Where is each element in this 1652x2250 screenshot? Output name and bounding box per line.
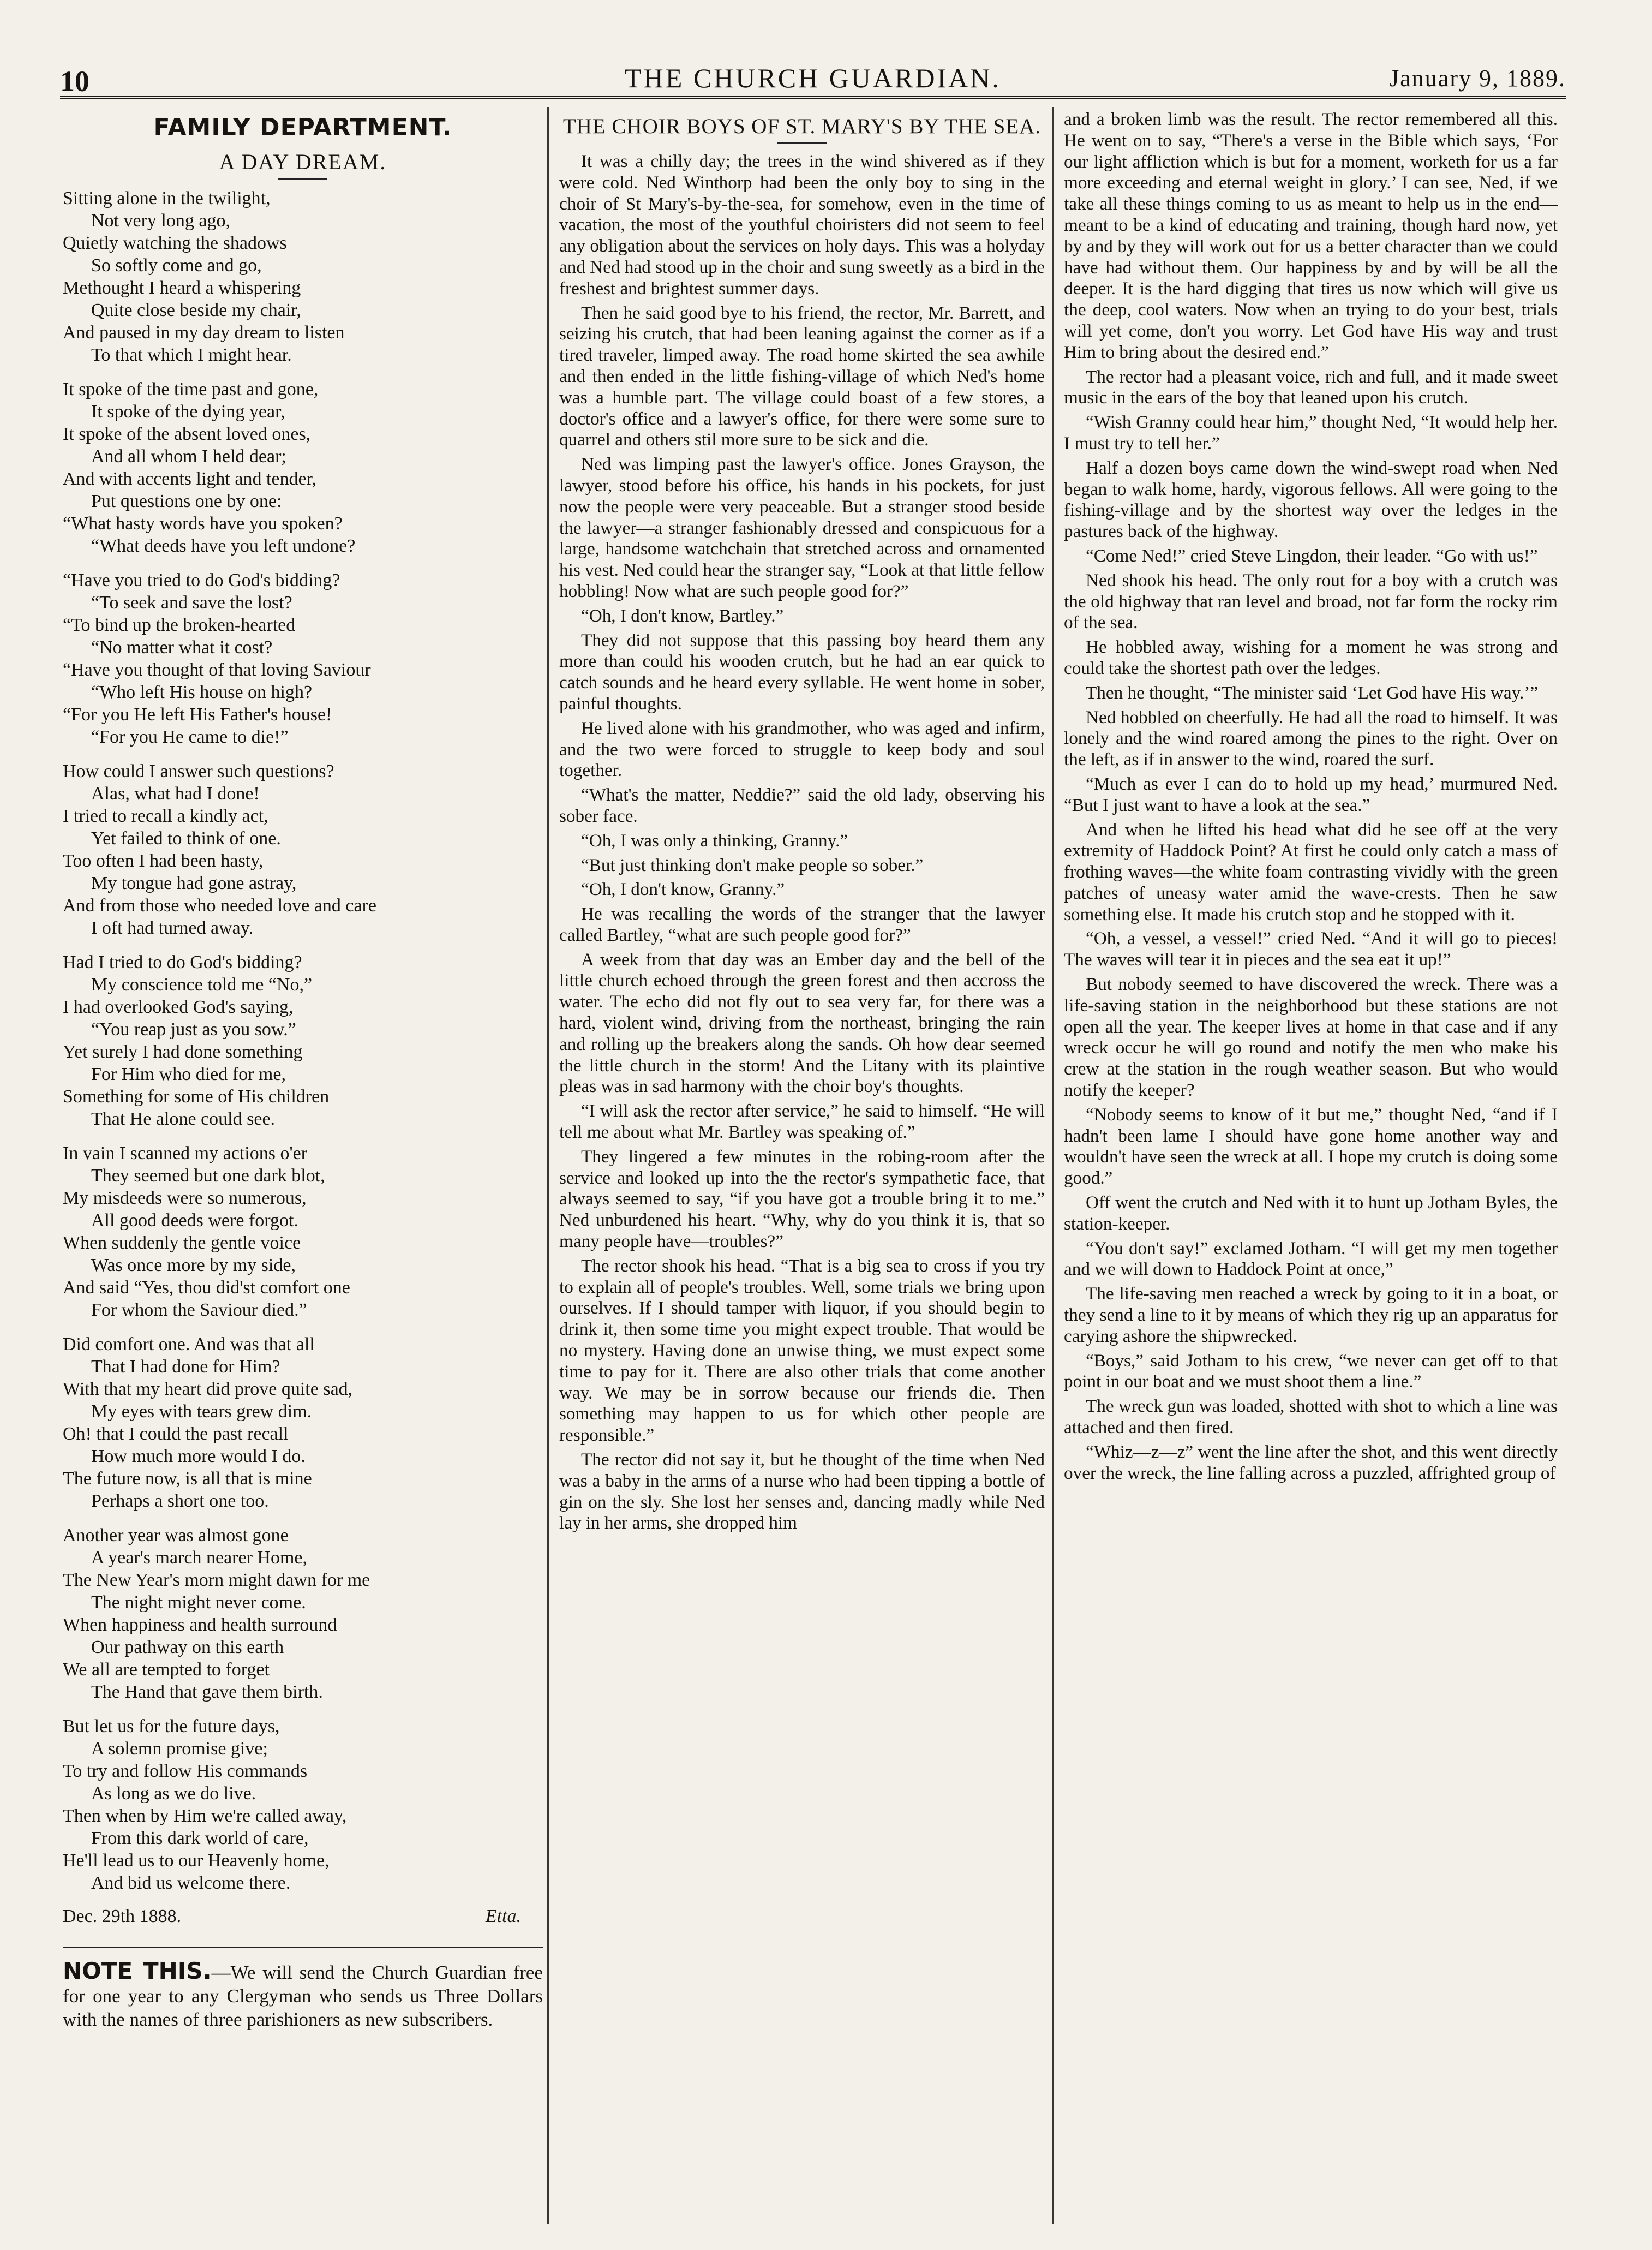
story-paragraph: The life-saving men reached a wreck by going to it in a boat, or they send a line to it by means of which they rig up an apparatus for carying ashore the shipwrecked. <box>1064 1284 1558 1346</box>
story-paragraph: Off went the crutch and Ned with it to hunt up Jotham Byles, the station-keeper. <box>1064 1192 1558 1234</box>
family-department-column <box>63 109 543 2199</box>
poem-line: “To seek and save the lost? <box>91 593 292 613</box>
poem-line: Methought I heard a whispering <box>63 278 301 298</box>
poem-line: How could I answer such questions? <box>63 761 334 781</box>
divider <box>777 142 827 144</box>
poem-line: Something for some of His children <box>63 1087 330 1107</box>
poem-line: That He alone could see. <box>91 1109 276 1129</box>
story-paragraph: They lingered a few minutes in the robing-room after the service and looked up into the the rector's sympathetic face, that always seemed to say, “if you have got a trouble bring it to me.” Ned unburdened his heart. “Why, why do you think it is, that so many people have—troubles?” <box>559 1146 1045 1252</box>
poem-stanza <box>63 1142 543 1321</box>
poem-line: In vain I scanned my actions o'er <box>63 1143 307 1163</box>
poem-stanza <box>63 378 543 557</box>
poem-line: “No matter what it cost? <box>91 637 273 658</box>
poem-line: Yet failed to think of one. <box>91 828 281 849</box>
poem-line: Perhaps a short one too. <box>91 1491 269 1511</box>
story-paragraph: Ned was limping past the lawyer's office. Jones Grayson, the lawyer, stood before his office, his hands in his pockets, for just now the people were very peaceable. But a stranger stood beside the lawyer—a stranger fashionably dressed and conspicuous for a large, handsome watchchain that stretched across and ornamented his vest. Ned could hear the stranger say, “Look at that little fellow hobbling! Now what are such people good for?” <box>559 454 1045 601</box>
poem-body <box>63 187 543 1894</box>
poem-line: He'll lead us to our Heavenly home, <box>63 1851 330 1871</box>
story-paragraph: “Oh, I was only a thinking, Granny.” <box>581 830 848 851</box>
poem-line: Oh! that I could the past recall <box>63 1424 289 1444</box>
story-paragraph: and a broken limb was the result. The rector remembered all this. He went on to say, “There's a verse in the Bible which says, ‘For our light affliction which is but for a moment, worketh for us a far more exceeding and eternal weight in glory.’ I can see, Ned, if we take all these things coming to us as meant to help us in the end—meant to be a kind of educating and training, though hard now, yet by and by they will work out for us a better character than we could have had without them. Our happiness by and by will be all the deeper. It is the hard digging that tires us now which will give us the deep, cool waters. Now when an trying to do your best, trials will yet come, don't you worry. Let God have His way and trust Him to bring about the desired end.” <box>1064 109 1558 362</box>
poem-line: We all are tempted to forget <box>63 1660 270 1680</box>
poem-line: So softly come and go, <box>91 255 262 276</box>
poem-signature: Etta. <box>485 1906 521 1926</box>
story-paragraph: It was a chilly day; the trees in the wind shivered as if they were cold. Ned Winthorp had been the only boy to sing in the choir of St Mary's-by-the-sea, for somehow, even in the time of vacation, the most of the youthful choiristers did not seem to feel any obligation about the services on holy days. This was a holyday and Ned had stood up in the choir and sung sweetly as a bird in the freshest and brightest summer days. <box>559 151 1045 299</box>
story-paragraph: “Wish Granny could hear him,” thought Ned, “It would help her. I must try to tell her.” <box>1064 412 1558 453</box>
poem-line: Did comfort one. And was that all <box>63 1334 315 1354</box>
poem-line: When happiness and health surround <box>63 1615 337 1635</box>
poem-line: Yet surely I had done something <box>63 1042 303 1062</box>
poem-title: A DAY DREAM. <box>219 150 387 174</box>
story-column-1 <box>559 109 1045 2199</box>
poem-line: Our pathway on this earth <box>91 1637 284 1657</box>
poem-line: And bid us welcome there. <box>91 1873 291 1893</box>
story-paragraph: “You don't say!” exclamed Jotham. “I will get my men together and we will down to Haddock Point at once,” <box>1064 1238 1558 1280</box>
divider <box>278 178 327 180</box>
story-paragraph: He hobbled away, wishing for a moment he was strong and could take the shortest path over the ledges. <box>1064 637 1558 678</box>
story-column-2 <box>1064 109 1558 2199</box>
story-paragraph: Ned hobbled on cheerfully. He had all the road to himself. It was lonely and the wind roared among the pines to the right. Over on the left, as if in answer to the wind, roared the surf. <box>1064 707 1558 770</box>
story-paragraph: He lived alone with his grandmother, who was aged and infirm, and the two were forced to struggle to keep body and soul together. <box>559 718 1045 781</box>
story-paragraph: But nobody seemed to have discovered the wreck. There was a life-saving station in the neighborhood but these stations are not open all the year. The keeper lives at home in that case and if any wreck occur he will go round and notify the men who make his crew at the station in the rough weather season. But who would notify the keeper? <box>1064 974 1558 1101</box>
poem-line: The Hand that gave them birth. <box>91 1682 323 1702</box>
poem-line: I tried to recall a kindly act, <box>63 806 268 826</box>
poem-line: The New Year's morn might dawn for me <box>63 1570 370 1590</box>
page-number: 10 <box>60 65 89 98</box>
story-paragraph: Then he said good bye to his friend, the rector, Mr. Barrett, and seizing his crutch, that had been leaning against the corner as if a tired traveler, limped away. The road home skirted the sea awhile and then ended in the little fishing-village of which Ned's home was a humble part. The village could boast of a few stores, a doctor's office and a lawyer's office, for there were some sure to quarrel and others stil more sure to be sick and die. <box>559 302 1045 450</box>
poem-line: Had I tried to do God's bidding? <box>63 952 302 972</box>
poem-line: From this dark world of care, <box>91 1828 309 1848</box>
divider <box>63 1947 543 1948</box>
poem-line: That I had done for Him? <box>91 1357 280 1377</box>
poem-line: And paused in my day dream to listen <box>63 323 345 343</box>
poem-line: For whom the Saviour died.” <box>91 1300 307 1320</box>
poem-line: When suddenly the gentle voice <box>63 1233 301 1253</box>
story-paragraph: The wreck gun was loaded, shotted with shot to which a line was attached and then fired. <box>1064 1396 1558 1438</box>
poem-line: “What deeds have you left undone? <box>91 536 356 556</box>
poem-line: Quietly watching the shadows <box>63 233 287 253</box>
column-rule <box>547 107 549 2224</box>
poem-line: A solemn promise give; <box>91 1739 268 1759</box>
story-paragraph: They did not suppose that this passing boy heard them any more than could his wooden crutch, but he had an ear quick to catch sounds and he heard every syllable. He went home in sober, painful thoughts. <box>559 630 1045 714</box>
poem-line: It spoke of the absent loved ones, <box>63 424 311 444</box>
story-paragraph: “Oh, I don't know, Granny.” <box>581 879 785 900</box>
poem-line: They seemed but one dark blot, <box>91 1166 325 1186</box>
poem-line: “Who left His house on high? <box>91 682 313 702</box>
poem-line: To that which I might hear. <box>91 345 292 365</box>
story-paragraph: “What's the matter, Neddie?” said the old lady, observing his sober face. <box>559 785 1045 826</box>
poem-line: As long as we do live. <box>91 1783 256 1804</box>
story-paragraph: The rector had a pleasant voice, rich and full, and it made sweet music in the ears of the boy that leaned upon his crutch. <box>1064 366 1558 408</box>
story-paragraph: He was recalling the words of the stranger that the lawyer called Bartley, “what are such people good for?” <box>559 904 1045 945</box>
story-paragraph: “Nobody seems to know of it but me,” thought Ned, “and if I hadn't been lame I should have gone home another way and wouldn't have seen the wreck at all. I hope my crutch is doing some good.” <box>1064 1104 1558 1189</box>
poem-line: To try and follow His commands <box>63 1761 308 1781</box>
poem-stanza <box>63 187 543 366</box>
story-paragraph: Half a dozen boys came down the wind-swept road when Ned began to walk home, hardy, vigorous fellows. All were going to the fishing-village and by the shortest way over the ledges in the pastures back of the highway. <box>1064 457 1558 542</box>
poem-line: Quite close beside my chair, <box>91 300 301 320</box>
story-paragraph: Then he thought, “The minister said ‘Let God have His way.’” <box>1086 682 1539 703</box>
story-title: THE CHOIR BOYS OF ST. MARY'S BY THE SEA. <box>562 115 1042 138</box>
page-header <box>60 61 1566 99</box>
poem-stanza <box>63 1715 543 1894</box>
poem-line: A year's march nearer Home, <box>91 1548 307 1568</box>
poem-line: “For you He came to die!” <box>91 727 289 747</box>
poem-line: Then when by Him we're called away, <box>63 1806 347 1826</box>
poem-line: Was once more by my side, <box>91 1255 296 1275</box>
poem-line: I had overlooked God's saying, <box>63 997 294 1017</box>
poem-line: Put questions one by one: <box>91 491 282 511</box>
poem-line: “Have you thought of that loving Saviour <box>63 660 371 680</box>
poem-line: With that my heart did prove quite sad, <box>63 1379 353 1399</box>
poem-line: “To bind up the broken-hearted <box>63 615 296 635</box>
story-paragraph: A week from that day was an Ember day and the bell of the little church echoed through the green forest and then accross the water. The echo did not fly out to sea very far, for there was a hard, violent wind, driving from the northeast, bringing the rain and rolling up the breakers along the sands. Oh how dear seemed the little church in the storm! And the Litany with its plaintive pleas was in sad harmony with the choir boy's thoughts. <box>559 949 1045 1097</box>
poem-line: “You reap just as you sow.” <box>91 1019 296 1040</box>
story-text-continued <box>1064 109 1558 1484</box>
column-rule <box>1052 107 1054 2224</box>
poem-line: “Have you tried to do God's bidding? <box>63 570 340 590</box>
poem-line: And from those who needed love and care <box>63 896 376 916</box>
poem-stanza <box>63 1333 543 1512</box>
poem-line: “What hasty words have you spoken? <box>63 514 343 534</box>
story-paragraph: And when he lifted his head what did he see off at the very extremity of Haddock Point? At first he could only catch a mass of frothing waves—the white foam contrasting vividly with the green patches of uneasy water amid the wave-crests. Then he saw something else. It made his crutch stop and he stopped with it. <box>1064 819 1558 924</box>
poem-line: All good deeds were forgot. <box>91 1210 298 1231</box>
poem-line: My misdeeds were so numerous, <box>63 1188 307 1208</box>
poem-line: And with accents light and tender, <box>63 469 317 489</box>
issue-date: January 9, 1889. <box>1390 65 1566 92</box>
notice-heading: NOTE THIS. <box>63 1957 212 1984</box>
poem-line: And said “Yes, thou did'st comfort one <box>63 1278 350 1298</box>
story-paragraph: “Whiz—z—z” went the line after the shot, and this went directly over the wreck, the line falling across a puzzled, affrighted group of <box>1064 1441 1558 1483</box>
poem-line: Too often I had been hasty, <box>63 851 264 871</box>
notice-text: —We will send the Church Guardian free for one year to any Clergyman who sends us Three Dollars with the names of three parishioners as new subscribers. <box>63 1962 543 2030</box>
department-heading: FAMILY DEPARTMENT. <box>153 114 452 141</box>
poem-stanza <box>63 569 543 748</box>
story-paragraph: “Boys,” said Jotham to his crew, “we never can get off to that point in our boat and we must shoot them a line.” <box>1064 1350 1558 1392</box>
story-paragraph: Ned shook his head. The only rout for a boy with a crutch was the old highway that ran level and broad, not far form the rocky rim of the sea. <box>1064 570 1558 633</box>
poem-line: It spoke of the time past and gone, <box>63 379 319 399</box>
poem-line: How much more would I do. <box>91 1446 306 1466</box>
poem-line: “For you He left His Father's house! <box>63 705 332 725</box>
poem-stanza <box>63 1524 543 1703</box>
poem-stanza <box>63 951 543 1130</box>
poem-line: And all whom I held dear; <box>91 446 286 467</box>
story-paragraph: The rector shook his head. “That is a big sea to cross if you try to explain all of people's troubles. Well, some trials we bring upon ourselves. If I should tamper with liquor, if you should begin to drink it, then some time you might expect trouble. That would be no mystery. Having done an unwise thing, we must expect some time to pay for it. There are also other trials that come another way. We may be in sorrow because our friends die. Then something may happen to us for which other people are responsible.” <box>559 1255 1045 1446</box>
story-paragraph: “Oh, I don't know, Bartley.” <box>581 605 784 626</box>
story-paragraph: The rector did not say it, but he thought of the time when Ned was a baby in the arms of a nurse who had been tipping a bottle of gin on the sly. She lost her senses and, dancing madly while Ned lay in her arms, she dropped him <box>559 1449 1045 1533</box>
poem-line: The night might never come. <box>91 1592 306 1613</box>
poem-line: Not very long ago, <box>91 211 230 231</box>
story-paragraph: “But just thinking don't make people so sober.” <box>581 855 924 875</box>
poem-line: Sitting alone in the twilight, <box>63 188 271 208</box>
story-text <box>559 151 1045 1534</box>
poem-line: It spoke of the dying year, <box>91 402 285 422</box>
poem-line: Alas, what had I done! <box>91 784 260 804</box>
poem-line: My tongue had gone astray, <box>91 873 297 893</box>
poem-signoff <box>63 1906 543 1927</box>
poem-line: The future now, is all that is mine <box>63 1469 312 1489</box>
poem-line: My eyes with tears grew dim. <box>91 1401 312 1422</box>
story-paragraph: “Come Ned!” cried Steve Lingdon, their leader. “Go with us!” <box>1086 545 1538 566</box>
poem-date: Dec. 29th 1888. <box>63 1906 182 1926</box>
poem-line: For Him who died for me, <box>91 1064 286 1084</box>
masthead: THE CHURCH GUARDIAN. <box>625 63 1001 93</box>
story-paragraph: “Oh, a vessel, a vessel!” cried Ned. “And it will go to pieces! The waves will tear it in pieces and the sea eat it up!” <box>1064 928 1558 970</box>
subscription-notice <box>63 1959 543 2031</box>
poem-line: But let us for the future days, <box>63 1716 280 1736</box>
poem-line: My conscience told me “No,” <box>91 975 313 995</box>
poem-line: I oft had turned away. <box>91 918 254 938</box>
poem-stanza <box>63 760 543 939</box>
poem-line: Another year was almost gone <box>63 1525 289 1545</box>
story-paragraph: “I will ask the rector after service,” he said to himself. “He will tell me about what Mr. Bartley was speaking of.” <box>559 1101 1045 1143</box>
story-paragraph: “Much as ever I can do to hold up my head,’ murmured Ned. “But I just want to have a look at the sea.” <box>1064 773 1558 815</box>
